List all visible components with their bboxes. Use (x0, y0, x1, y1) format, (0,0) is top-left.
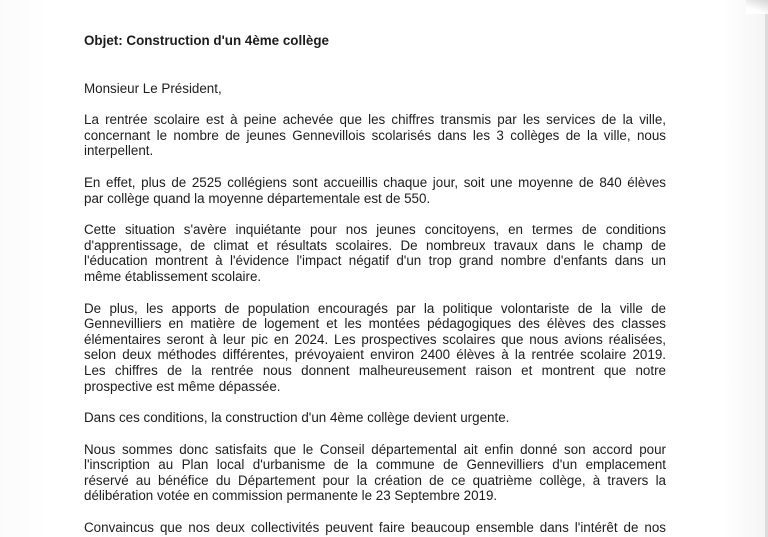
paragraph-line: Gennevilliers en matière de logement et les montées pédagogiques des élèves des classes (84, 316, 666, 332)
paragraph-line: l'éducation montrent à l'évidence l'impact négatif d'un trop grand nombre d'enfants dans un (84, 253, 666, 269)
paragraph-line: Nous sommes donc satisfaits que le Conseil départemental ait enfin donné son accord pour (84, 441, 666, 457)
paragraph-line: réservé au bénéfice du Département pour la création de ce quatrième collège, à travers la (84, 472, 666, 488)
paragraph-student-counts (84, 175, 666, 206)
paragraph-line: concernant le nombre de jeunes Gennevillois scolarisés dans les 3 collèges de la ville, nous (84, 127, 666, 143)
paragraph-line: par collège quand la moyenne départementale est de 550. (84, 190, 431, 206)
paragraph-line: d'apprentissage, de climat et résultats scolaires. De nombreux travaux dans le champ de (84, 237, 666, 253)
paragraph-line: Les chiffres de la rentrée nous donnent malheureusement raison et montrent que notre (84, 362, 666, 378)
paragraph-line: interpellent. (84, 143, 154, 159)
paragraph-council-agreement (84, 442, 666, 504)
paragraph-line: Cette situation s'avère inquiétante pour nos jeunes concitoyens, en termes de conditions (84, 222, 666, 238)
paragraph-enrollment-figures (84, 112, 666, 159)
paragraph-closing-partial (84, 520, 666, 536)
paragraph-line: élémentaires seront à leur pic en 2024. Les prospectives scolaires que nous avions réalisées, (84, 331, 666, 347)
paragraph-line: même établissement scolaire. (84, 268, 262, 284)
paragraph-situation-concern (84, 222, 666, 284)
scan-corner-shadow (746, 0, 768, 14)
paragraph-line: Dans ces conditions, la construction d'un 4ème collège devient urgente. (84, 410, 510, 426)
paragraph-population-forecast (84, 301, 666, 395)
paragraph-line: l'inscription au Plan local d'urbanisme de la commune de Gennevilliers d'un emplacement (84, 457, 666, 473)
letter-body (84, 33, 666, 537)
paragraph-line: prospective est même dépassée. (84, 378, 281, 394)
letter-salutation: Monsieur Le Président, (84, 80, 222, 96)
paragraph-line: selon deux méthodes différentes, prévoyaient environ 2400 élèves à la rentrée scolaire 2019. (84, 347, 666, 363)
paragraph-line: La rentrée scolaire est à peine achevée que les chiffres transmis par les services de la ville, (84, 112, 666, 128)
letter-subject: Objet: Construction d'un 4ème collège (84, 33, 329, 48)
paragraph-line: De plus, les apports de population encouragés par la politique volontariste de la ville de (84, 300, 666, 316)
paragraph-line: délibération votée en commission permanente le 23 Septembre 2019. (84, 488, 498, 504)
paragraph-line: Convaincus que nos deux collectivités peuvent faire beaucoup ensemble dans l'intérêt de nos (84, 520, 666, 536)
paragraph-line: En effet, plus de 2525 collégiens sont accueillis chaque jour, soit une moyenne de 840 élèves (84, 174, 666, 190)
paragraph-urgency (84, 410, 666, 426)
